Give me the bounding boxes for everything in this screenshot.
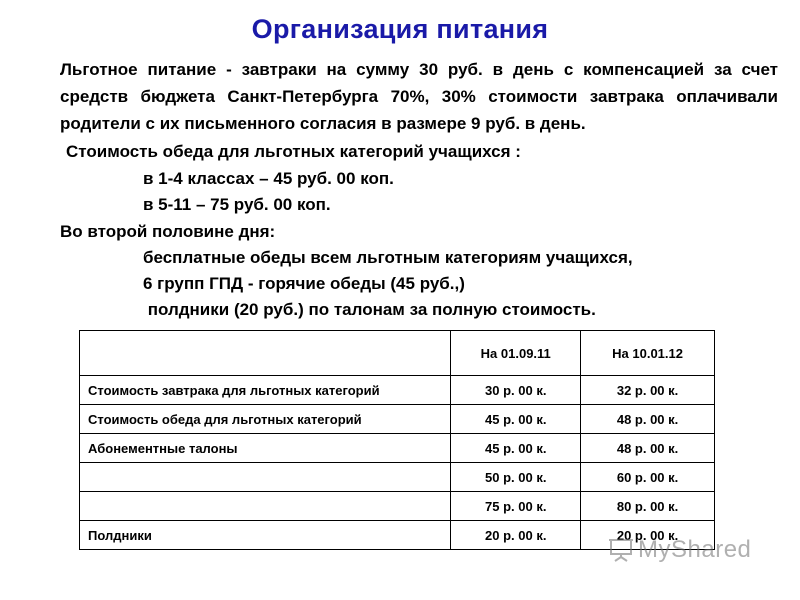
table-cell: 75 р. 00 к. [451, 492, 581, 521]
table-row [80, 405, 715, 434]
page-title: Организация питания [251, 14, 549, 44]
lunch-cost-heading: Стоимость обеда для льготных категорий учащихся : [66, 142, 521, 161]
table-cell: 50 р. 00 к. [451, 463, 581, 492]
table-cell: Стоимость завтрака для льготных категорий [80, 376, 451, 405]
table-row [80, 434, 715, 463]
table-header-row [80, 331, 715, 376]
intro-line: родители с их письменного согласия в размере 9 руб. в день. [60, 114, 586, 133]
table-row [80, 463, 715, 492]
table-cell: 45 р. 00 к. [451, 405, 581, 434]
table-cell: 45 р. 00 к. [451, 434, 581, 463]
table-header-cell: На 01.09.11 [451, 331, 581, 376]
afternoon-heading: Во второй половине дня: [60, 222, 276, 241]
table-cell: 20 р. 00 к. [451, 521, 581, 550]
afternoon-item: бесплатные обеды всем льготным категориям учащихся, [143, 248, 633, 267]
table-cell: 48 р. 00 к. [581, 434, 715, 463]
lunch-cost-item: в 1-4 классах – 45 руб. 00 коп. [143, 169, 394, 188]
table-cell: 80 р. 00 к. [581, 492, 715, 521]
afternoon-item: полдники (20 руб.) по талонам за полную стоимость. [143, 300, 596, 319]
table-header-cell [80, 331, 451, 376]
table-cell: 48 р. 00 к. [581, 405, 715, 434]
watermark-text: MyShared [638, 536, 752, 563]
table-header-cell: На 10.01.12 [581, 331, 715, 376]
table-cell [80, 463, 451, 492]
price-table [79, 330, 715, 550]
table-cell: Полдники [80, 521, 451, 550]
intro-line: Льготное питание - завтраки на сумму 30 руб. в день с компенсацией за счет [60, 60, 778, 79]
table-cell: 20 р. 00 к. [581, 521, 715, 550]
lunch-cost-item: в 5-11 – 75 руб. 00 коп. [143, 195, 331, 214]
table-cell: Стоимость обеда для льготных категорий [80, 405, 451, 434]
watermark [608, 536, 751, 564]
intro-paragraph [60, 56, 778, 137]
intro-line: средств бюджета Санкт-Петербурга 70%, 30% стоимости завтрака оплачивали [60, 87, 778, 106]
table-cell: 32 р. 00 к. [581, 376, 715, 405]
afternoon-item: 6 групп ГПД - горячие обеды (45 руб.,) [143, 274, 465, 293]
table-cell: Абонементные талоны [80, 434, 451, 463]
table-cell [80, 492, 451, 521]
table-cell: 60 р. 00 к. [581, 463, 715, 492]
presentation-board-icon [608, 537, 634, 563]
table-cell: 30 р. 00 к. [451, 376, 581, 405]
table-row [80, 492, 715, 521]
table-row [80, 376, 715, 405]
